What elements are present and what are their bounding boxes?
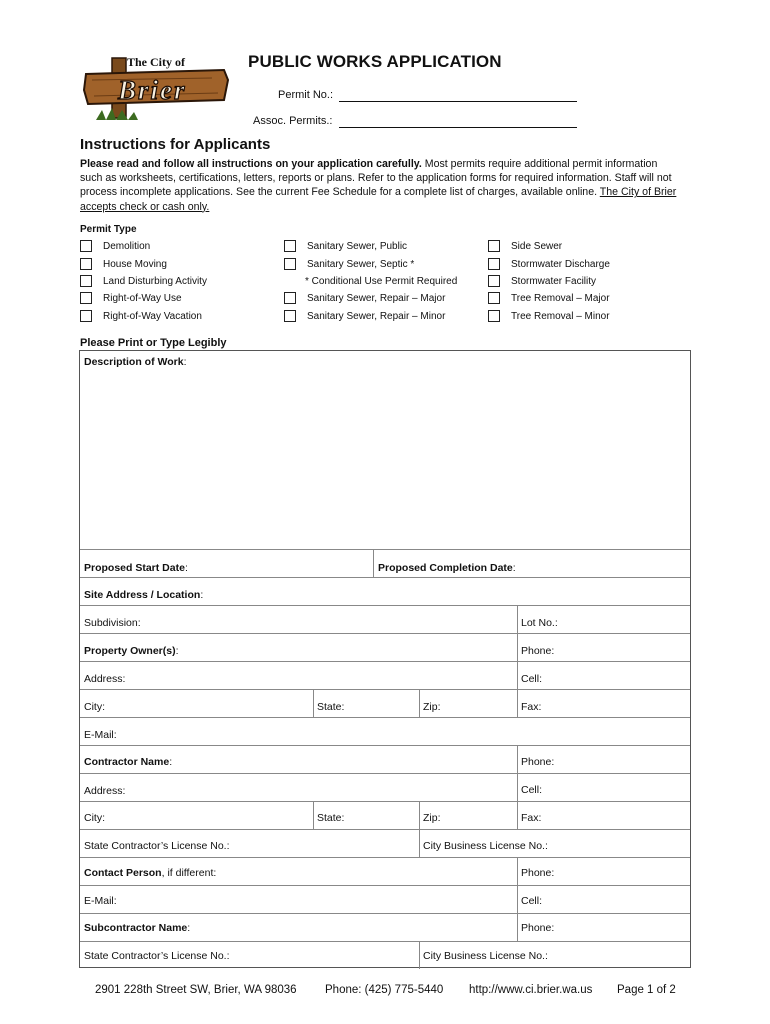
contractor-address-field[interactable]: Address:: [84, 785, 126, 797]
application-form: [79, 350, 691, 968]
permit-option-side-sewer[interactable]: Side Sewer: [488, 238, 562, 254]
checkbox[interactable]: [80, 310, 92, 322]
contact-email-field[interactable]: E-Mail:: [84, 895, 117, 907]
contractor-city-license-field[interactable]: City Business License No.:: [423, 840, 548, 852]
permit-option-demolition[interactable]: Demolition: [80, 238, 150, 254]
property-owner-field[interactable]: Property Owner(s):: [84, 645, 179, 657]
owner-zip-field[interactable]: Zip:: [423, 701, 441, 713]
permit-no-field[interactable]: [339, 101, 577, 102]
contractor-cell-field[interactable]: Cell:: [521, 784, 543, 796]
assoc-permits-field[interactable]: [339, 127, 577, 128]
contractor-phone-field[interactable]: Phone:: [521, 756, 555, 768]
checkbox[interactable]: [80, 292, 92, 304]
owner-fax-field[interactable]: Fax:: [521, 701, 542, 713]
permit-option-house-moving[interactable]: House Moving: [80, 256, 167, 272]
lot-no-field[interactable]: Lot No.:: [521, 617, 558, 629]
subdivision-field[interactable]: Subdivision:: [84, 617, 141, 629]
permit-option-row-vacation[interactable]: Right-of-Way Vacation: [80, 308, 202, 324]
owner-email-field[interactable]: E-Mail:: [84, 729, 117, 741]
assoc-permits-label: Assoc. Permits.:: [253, 115, 333, 127]
checkbox[interactable]: [284, 292, 296, 304]
print-instruction: Please Print or Type Legibly: [80, 337, 227, 349]
instructions-heading: Instructions for Applicants: [80, 136, 271, 153]
checkbox[interactable]: [80, 240, 92, 252]
conditional-use-note: * Conditional Use Permit Required: [305, 275, 458, 287]
permit-option-sewer-repair-major[interactable]: Sanitary Sewer, Repair – Major: [284, 290, 445, 306]
permit-option-sewer-repair-minor[interactable]: Sanitary Sewer, Repair – Minor: [284, 308, 445, 324]
permit-option-tree-removal-major[interactable]: Tree Removal – Major: [488, 290, 610, 306]
permit-option-stormwater-discharge[interactable]: Stormwater Discharge: [488, 256, 610, 272]
proposed-completion-date-field[interactable]: Proposed Completion Date:: [378, 562, 516, 574]
site-address-field[interactable]: Site Address / Location:: [84, 589, 204, 601]
owner-phone-field[interactable]: Phone:: [521, 645, 555, 657]
city-of-brier-logo: [82, 50, 232, 122]
checkbox[interactable]: [488, 275, 500, 287]
permit-option-sewer-septic[interactable]: Sanitary Sewer, Septic *: [284, 256, 414, 272]
contact-phone-field[interactable]: Phone:: [521, 867, 555, 879]
checkbox[interactable]: [80, 275, 92, 287]
checkbox[interactable]: [284, 310, 296, 322]
instructions-body: Most permits require additional permit information such as worksheets, certifications, letters, reports or plans. Refer to the application forms for required information. Staff will not process incomplete applications. See the current Fee Schedule for a complete list of charges, available online.: [80, 158, 672, 199]
owner-state-field[interactable]: State:: [317, 701, 345, 713]
owner-address-field[interactable]: Address:: [84, 673, 126, 685]
contractor-city-field[interactable]: City:: [84, 812, 105, 824]
footer-address: 2901 228th Street SW, Brier, WA 98036: [95, 984, 297, 996]
contractor-state-field[interactable]: State:: [317, 812, 345, 824]
subcontractor-city-license-field[interactable]: City Business License No.:: [423, 950, 548, 962]
instructions-lead: Please read and follow all instructions on your application carefully.: [80, 158, 422, 170]
footer-page-number: Page 1 of 2: [617, 984, 676, 996]
checkbox[interactable]: [488, 310, 500, 322]
proposed-start-date-field[interactable]: Proposed Start Date:: [84, 562, 188, 574]
permit-option-land-disturbing[interactable]: Land Disturbing Activity: [80, 273, 207, 289]
checkbox[interactable]: [488, 240, 500, 252]
subcontractor-phone-field[interactable]: Phone:: [521, 922, 555, 934]
footer-website-link[interactable]: http://www.ci.brier.wa.us: [469, 984, 593, 996]
description-of-work-field[interactable]: Description of Work:: [84, 356, 187, 368]
checkbox[interactable]: [488, 292, 500, 304]
subcontractor-name-field[interactable]: Subcontractor Name:: [84, 922, 191, 934]
payment-note: The City of Brier accepts check or cash only.: [80, 186, 677, 213]
permit-no-label: Permit No.:: [278, 89, 334, 101]
checkbox[interactable]: [284, 258, 296, 270]
contractor-zip-field[interactable]: Zip:: [423, 812, 441, 824]
page-title: PUBLIC WORKS APPLICATION: [248, 52, 502, 71]
subcontractor-state-license-field[interactable]: State Contractor’s License No.:: [84, 950, 230, 962]
svg-text:Brier: Brier: [118, 75, 187, 105]
checkbox[interactable]: [80, 258, 92, 270]
permit-option-stormwater-facility[interactable]: Stormwater Facility: [488, 273, 596, 289]
permit-option-sewer-public[interactable]: Sanitary Sewer, Public: [284, 238, 407, 254]
permit-option-tree-removal-minor[interactable]: Tree Removal – Minor: [488, 308, 610, 324]
checkbox[interactable]: [488, 258, 500, 270]
contractor-fax-field[interactable]: Fax:: [521, 812, 542, 824]
svg-text:The City of: The City of: [127, 55, 185, 69]
owner-city-field[interactable]: City:: [84, 701, 105, 713]
contractor-name-field[interactable]: Contractor Name:: [84, 756, 173, 768]
contractor-state-license-field[interactable]: State Contractor’s License No.:: [84, 840, 230, 852]
permit-type-label: Permit Type: [80, 224, 137, 235]
checkbox[interactable]: [284, 240, 296, 252]
instructions-text: [80, 157, 680, 214]
footer-phone: Phone: (425) 775-5440: [325, 984, 444, 996]
contact-person-field[interactable]: Contact Person, if different:: [84, 867, 217, 879]
contact-cell-field[interactable]: Cell:: [521, 895, 543, 907]
permit-option-row-use[interactable]: Right-of-Way Use: [80, 290, 182, 306]
owner-cell-field[interactable]: Cell:: [521, 673, 543, 685]
